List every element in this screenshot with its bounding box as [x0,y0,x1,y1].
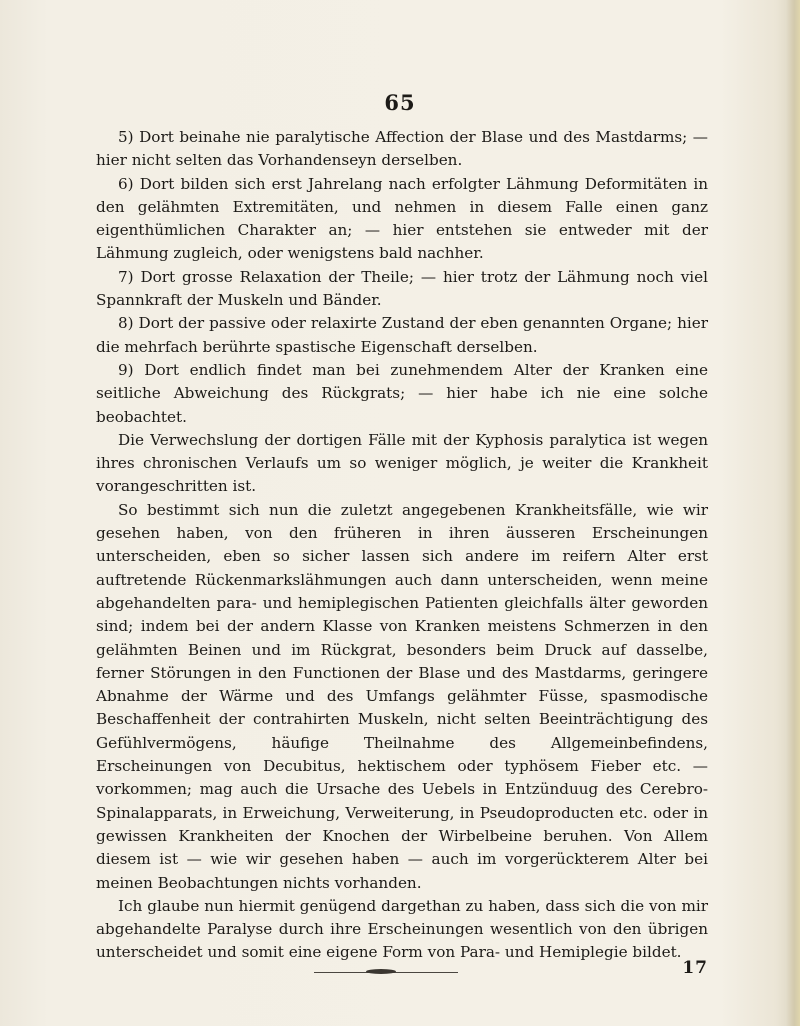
body-text [96,126,708,965]
paragraph-kyphosis: Die Verwechslung der dortigen Fälle mit der Kyphosis paralytica ist wegen ihres chronischen Verlaufs um so weniger möglich, je weiter die Krankheit vorangeschritten ist. [96,430,708,496]
paragraph-comparison: So bestimmt sich nun die zuletzt angegebenen Krankheitsfälle, wie wir gesehen haben, von den früheren in ihren äusseren Erscheinungen unterscheiden, eben so sicher lassen sich andere im reifern Alter erst auftretende Rückenmarkslähmungen auch dann unterscheiden, wenn meine abgehandelten para- und hemiplegischen Patienten gleichfalls älter geworden sind; indem bei der andern Klasse von Kranken meistens Schmerzen in den gelähmten Beinen und im Rückgrat, besonders beim Druck auf dasselbe, ferner Störungen in den Functionen der Blase und des Mastdarms, geringere Abnahme der Wärme und des Umfangs gelähmter Füsse, spasmodische Beschaffenheit der contrahirten Muskeln, nicht selten Beeinträchtigung des Gefühlvermögens, häufige Theilnahme des Allgemeinbefindens, Erscheinungen von Decubitus, hektischem oder typhösem Fieber etc. — vorkommen; mag auch die Ursache des Uebels in Entzünduug des Cerebro-Spinalapparats, in Erweichung, Verweiterung, in Pseudoproducten etc. oder in gewissen Krankheiten der Knochen der Wirbelbeine beruhen. Von Allem diesem ist — wie wir gesehen haben — auch im vorgerückterem Alter bei meinen Beobachtungen nichts vorhanden. [96,500,708,892]
page-edge-shadow [786,0,800,1026]
paragraph-point-8: 8) Dort der passive oder relaxirte Zustand der eben genannten Organe; hier die mehrfach berührte spastische Eigenschaft derselben. [96,314,708,356]
paragraph-point-5: 5) Dort beinahe nie paralytische Affection der Blase und des Mastdarms; — hier nicht selten das Vorhandenseyn derselben. [96,128,708,170]
paragraph-conclusion: Ich glaube nun hiermit genügend dargethan zu haben, dass sich die von mir abgehandelte Paralyse durch ihre Erscheinungen wesentlich von den übrigen unterscheidet und somit eine eigene Form von Para- und Hemiplegie bildet. [96,896,708,962]
page-number: 65 [384,90,416,115]
page-footer [96,958,708,998]
paragraph-point-6: 6) Dort bilden sich erst Jahrelang nach erfolgter Lähmung Deformitäten in den gelähmten Extremitäten, und nehmen in diesem Falle einen ganz eigenthümlichen Charakter an; — hier entstehen sie entweder mit der Lähmung zugleich, oder wenigstens bald nachher. [96,174,708,263]
rule-ornament-icon [366,969,396,974]
signature-mark: 17 [682,958,708,978]
paragraph-point-9: 9) Dort endlich findet man bei zunehmendem Alter der Kranken eine seitliche Abweichung des Rückgrats; — hier habe ich nie eine solche beobachtet. [96,360,708,426]
paragraph-point-7: 7) Dort grosse Relaxation der Theile; — hier trotz der Lähmung noch viel Spannkraft der Muskeln und Bänder. [96,267,708,310]
